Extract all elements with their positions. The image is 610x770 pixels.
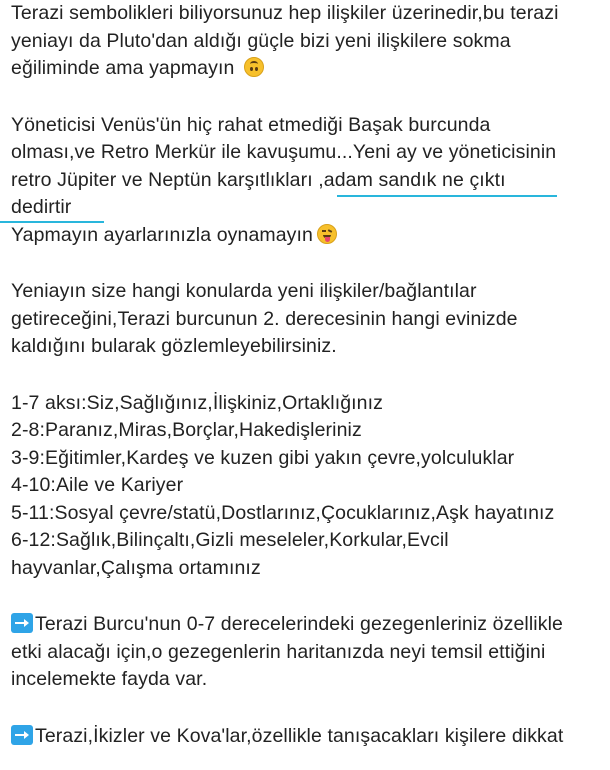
post-body (11, 0, 606, 750)
text-line: getireceğini,Terazi burcunun 2. derecesinin hangi evinizde (11, 307, 518, 330)
text-segment: Yapmayın ayarlarınızla oynamayın (11, 223, 313, 246)
text-segment: eğiliminde ama yapmayın (11, 57, 235, 79)
text-line: olması,ve Retro Merkür ile kavuşumu...Yeni ay ve yöneticisinin (11, 141, 557, 163)
text-line: etki alacağı için,o gezegenlerin haritanızda neyi temsil ettiğini (11, 640, 546, 663)
text-segment: Terazi Burcu'nun 0-7 derecelerindeki gezegenleriniz özellikle (35, 613, 563, 635)
text-line (11, 55, 606, 83)
axis-line: 3-9:Eğitimler,Kardeş ve kuzen gibi yakın çevre,yolculuklar (11, 446, 515, 469)
text-highlight-underline (337, 195, 557, 197)
winking-tongue-face-icon (317, 224, 337, 244)
axis-line: 4-10:Aile ve Kariyer (11, 474, 184, 496)
text-highlight-underline (0, 221, 104, 223)
paragraph-gap (11, 361, 606, 390)
upside-down-face-icon (244, 57, 264, 77)
paragraph-gap (11, 249, 606, 278)
text-line: yeniayı da Pluto'dan aldığı güçle bizi yeni ilişkilere sokma (11, 29, 511, 52)
right-arrow-icon (11, 725, 33, 745)
text-segment: Terazi,İkizler ve Kova'lar,özellikle tanışacakları kişilere dikkat (35, 724, 564, 747)
axis-line: 2-8:Paranız,Miras,Borçlar,Hakedişleriniz (11, 419, 362, 441)
text-line (11, 611, 606, 639)
text-line: Yeniayın size hangi konularda yeni ilişkiler/bağlantılar (11, 280, 477, 302)
text-line: Terazi sembolikleri biliyorsunuz hep ilişkiler üzerinedir,bu terazi (11, 2, 559, 24)
text-line: Yöneticisi Venüs'ün hiç rahat etmediği Başak burcunda (11, 113, 491, 136)
paragraph-gap (11, 582, 606, 611)
text-line: kaldığını bularak gözlemleyebilirsiniz. (11, 335, 337, 357)
axis-line: 1-7 aksı:Siz,Sağlığınız,İlişkiniz,Ortaklığınız (11, 391, 383, 414)
text-line: dedirtir (11, 196, 72, 218)
paragraph-gap (11, 83, 606, 112)
axis-line: 5-11:Sosyal çevre/statü,Dostlarınız,Çocuklarınız,Aşk hayatınız (11, 501, 555, 524)
paragraph-gap (11, 694, 606, 723)
text-line: retro Jüpiter ve Neptün karşıtlıkları ,adam sandık ne çıktı (11, 168, 506, 191)
axis-line: hayvanlar,Çalışma ortamınız (11, 556, 261, 579)
axis-line: 6-12:Sağlık,Bilinçaltı,Gizli meseleler,Korkular,Evcil (11, 529, 449, 551)
text-line (11, 723, 606, 751)
right-arrow-icon (11, 613, 33, 633)
text-line (11, 222, 606, 250)
text-line: incelemekte fayda var. (11, 668, 208, 690)
